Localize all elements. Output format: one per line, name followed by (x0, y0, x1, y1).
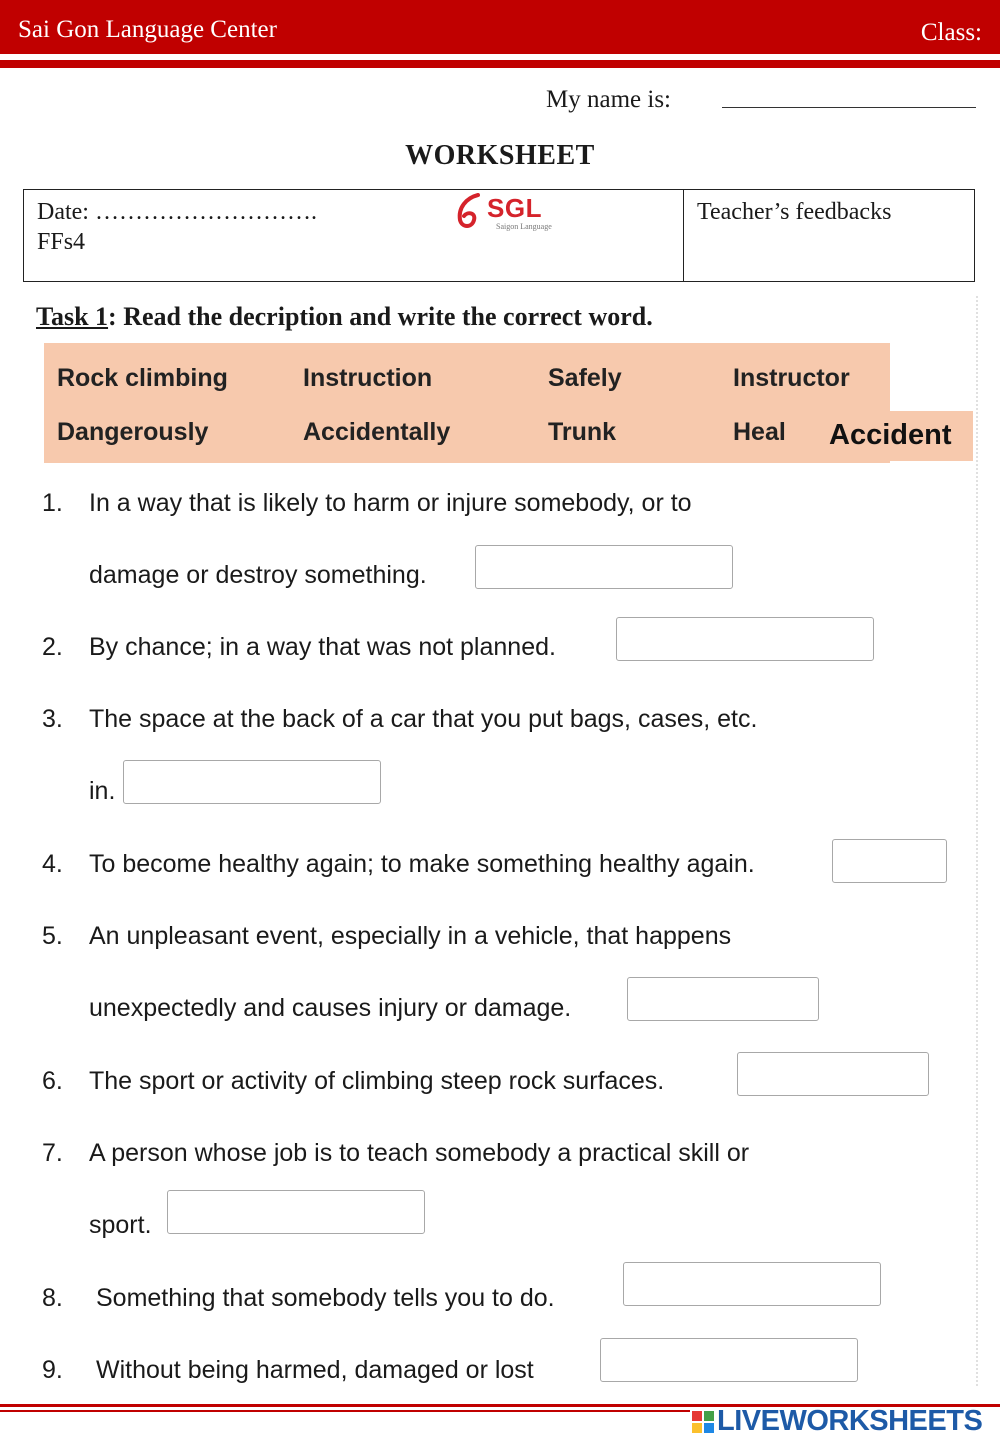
answer-input-5[interactable] (627, 977, 819, 1021)
task-instruction: : Read the decription and write the correct word. (108, 302, 653, 331)
side-dotted-border (976, 296, 980, 1386)
question-number: 6. (42, 1067, 63, 1095)
word-bank-item: Instruction (303, 364, 433, 392)
question-number: 9. (42, 1356, 63, 1384)
logo-text: SGL (487, 193, 542, 223)
name-label: My name is: (546, 86, 671, 113)
answer-input-4[interactable] (832, 839, 947, 883)
word-bank-item: Accidentally (303, 418, 451, 446)
liveworksheets-logo (690, 1404, 990, 1440)
word-bank-item: Heal (733, 418, 786, 446)
question-text: A person whose job is to teach somebody a practical skill or (89, 1139, 750, 1167)
question-text: Without being harmed, damaged or lost (96, 1356, 534, 1384)
date-field: Date: ………………………. (37, 199, 317, 225)
answer-input-2[interactable] (616, 617, 874, 661)
class-label: Class: (920, 19, 982, 46)
liveworksheets-brand: LIVEWORKSHEETS (717, 1405, 983, 1437)
question-text: The sport or activity of climbing steep rock surfaces. (89, 1067, 665, 1095)
question-text-cont: unexpectedly and causes injury or damage. (89, 994, 572, 1022)
class-code: FFs4 (37, 229, 86, 255)
question-number: 8. (42, 1284, 63, 1312)
sgl-logo (454, 192, 564, 232)
question-text-cont: damage or destroy something. (89, 561, 427, 589)
question-number: 5. (42, 922, 63, 950)
question-text: Something that somebody tells you to do. (96, 1284, 555, 1312)
header-bar (0, 0, 1000, 54)
name-blank-line (722, 107, 976, 108)
task-heading (36, 302, 653, 332)
answer-input-1[interactable] (475, 545, 733, 589)
answer-input-6[interactable] (737, 1052, 929, 1096)
logo-subtext: Saigon Language (496, 222, 552, 231)
word-bank-item: Dangerously (57, 418, 209, 446)
answer-input-8[interactable] (623, 1262, 881, 1306)
word-bank-item: Rock climbing (57, 364, 228, 392)
question-number: 7. (42, 1139, 63, 1167)
question-text: The space at the back of a car that you put bags, cases, etc. (89, 705, 758, 733)
question-number: 1. (42, 489, 63, 517)
liveworksheets-grid-icon (692, 1411, 714, 1433)
question-number: 3. (42, 705, 63, 733)
info-table (23, 189, 975, 282)
header-divider (0, 60, 1000, 68)
word-bank-item: Trunk (548, 418, 617, 446)
question-text: In a way that is likely to harm or injure somebody, or to (89, 489, 692, 517)
question-text: To become healthy again; to make something healthy again. (89, 850, 755, 878)
center-name: Sai Gon Language Center (18, 16, 277, 43)
answer-input-9[interactable] (600, 1338, 858, 1382)
task-number: Task 1 (36, 302, 109, 331)
question-text: An unpleasant event, especially in a vehicle, that happens (89, 922, 732, 950)
question-number: 2. (42, 633, 63, 661)
word-bank-item: Safely (548, 364, 622, 392)
word-bank-item: Instructor (733, 364, 850, 392)
word-bank-extra-word: Accident (829, 419, 952, 451)
answer-input-3[interactable] (123, 760, 381, 804)
footer-divider-thin (0, 1410, 690, 1412)
question-text-cont: in. (89, 777, 116, 805)
sgl-swirl-icon (454, 192, 488, 232)
question-text-cont: sport. (89, 1211, 152, 1239)
teacher-feedback-label: Teacher’s feedbacks (697, 199, 892, 225)
question-number: 4. (42, 850, 63, 878)
table-divider (683, 190, 684, 281)
answer-input-7[interactable] (167, 1190, 425, 1234)
page-title: WORKSHEET (405, 140, 595, 171)
question-text: By chance; in a way that was not planned. (89, 633, 556, 661)
